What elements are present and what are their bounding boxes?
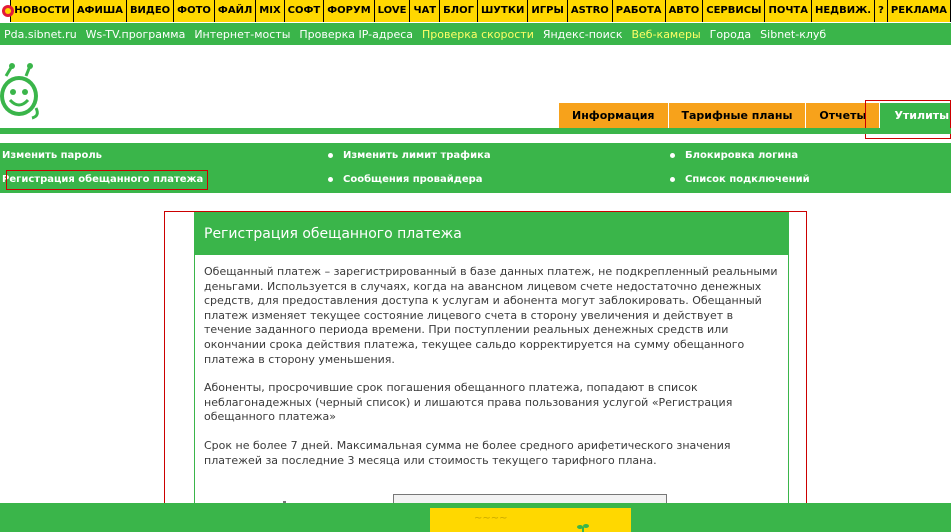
topnav-item[interactable]: ПОЧТА [765,0,812,22]
topnav-item[interactable]: ЧАТ [410,0,440,22]
bullet-icon [328,153,333,158]
topnav-item[interactable]: ИГРЫ [528,0,567,22]
topnav-item[interactable]: MIX [256,0,284,22]
topnav-item[interactable]: СОФТ [285,0,325,22]
subnav-link[interactable]: Проверка IP-адреса [299,27,413,41]
subnav-link[interactable]: Pda.sibnet.ru [4,27,77,41]
tab-underline-bar [0,128,951,134]
topnav-item[interactable]: НЕДВИЖ. [812,0,875,22]
tab-reports[interactable]: Отчеты [806,103,880,128]
topnav-item[interactable]: РЕКЛАМА [888,0,951,22]
top-nav-bar [0,0,951,22]
tab-utilities[interactable]: Утилиты [880,103,951,128]
topnav-item[interactable]: НОВОСТИ [11,0,74,22]
panel-paragraph-definition: Обещанный платеж – зарегистрированный в базе данных платеж, не подкрепленный реальными деньгами. Используется в случаях, когда на авансном лицевом счете недостаточно денежных средств, для предоставления доступа к услугам и абонента могут заблокировать. Обещанный платеж изменяет текущее состояние лицевого счета в сторону увеличения и действует в течение заданного периода времени. При поступлении реальных денежных средств или окончании срока действия платежа, текущее сальдо корректируется на сумму обещанного платежа в сторону уменьшения. [204,265,778,366]
topnav-item[interactable]: ФОТО [174,0,215,22]
sub-nav-bar [0,23,951,45]
topnav-item[interactable]: ASTRO [568,0,613,22]
topnav-item[interactable]: ШУТКИ [478,0,528,22]
menu-connections-list[interactable]: Список подключений [685,174,810,185]
tab-info[interactable]: Информация [559,103,669,128]
topnav-item[interactable]: РАБОТА [613,0,666,22]
topnav-item[interactable]: ФОРУМ [324,0,374,22]
tab-tariffs[interactable]: Тарифные планы [669,103,807,128]
menu-change-traffic-limit[interactable]: Изменить лимит трафика [343,150,491,161]
bullet-icon [670,153,675,158]
menu-block-login[interactable]: Блокировка логина [685,150,799,161]
topnav-item[interactable]: БЛОГ [440,0,478,22]
subnav-link[interactable]: Яндекс-поиск [542,27,623,41]
subnav-link-webcams[interactable]: Веб-камеры [631,27,701,41]
topnav-item[interactable]: АВТО [666,0,704,22]
bullet-icon [670,177,675,182]
selected-menu-highlight [6,170,208,190]
topnav-item[interactable]: ? [875,0,888,22]
topnav-item[interactable]: ВИДЕО [127,0,174,22]
footer-banner-text-fragment: ~~~~ [474,513,508,524]
menu-provider-messages[interactable]: Сообщения провайдера [343,174,483,185]
subnav-link-speed-test[interactable]: Проверка скорости [422,27,534,41]
content-highlight [164,211,807,527]
topnav-item[interactable]: ФАЙЛ [215,0,256,22]
panel-paragraph-blacklist: Абоненты, просрочившие срок погашения обещанного платежа, попадают в список неблагонадежных (черный список) и лишаются права пользования услугой «Регистрация обещанного платежа» [204,381,733,424]
subnav-link[interactable]: Интернет-мосты [194,27,291,41]
subnav-link[interactable]: Sibnet-клуб [760,27,827,41]
subnav-link[interactable]: Города [709,27,752,41]
topnav-item[interactable]: LOVE [375,0,411,22]
topnav-item[interactable]: СЕРВИСЫ [703,0,765,22]
topnav-item[interactable]: АФИША [74,0,127,22]
subnav-link[interactable]: Ws-TV.программа [85,27,186,41]
sibnet-flower-icon[interactable] [0,0,11,22]
panel-title: Регистрация обещанного платежа [195,213,788,255]
sprout-icon [576,524,590,532]
menu-promised-payment[interactable]: Регистрация обещанного платежа [2,174,204,185]
footer-banner[interactable] [430,508,631,532]
panel-paragraph-limits: Срок не более 7 дней. Максимальная сумма не более средного арифетического значения платежей за последние 3 месяца или стоимость текущего тарифного плана. [204,438,731,467]
menu-change-password[interactable]: Изменить пароль [2,150,102,161]
bullet-icon [328,177,333,182]
smiley-logo-icon[interactable] [0,62,44,124]
